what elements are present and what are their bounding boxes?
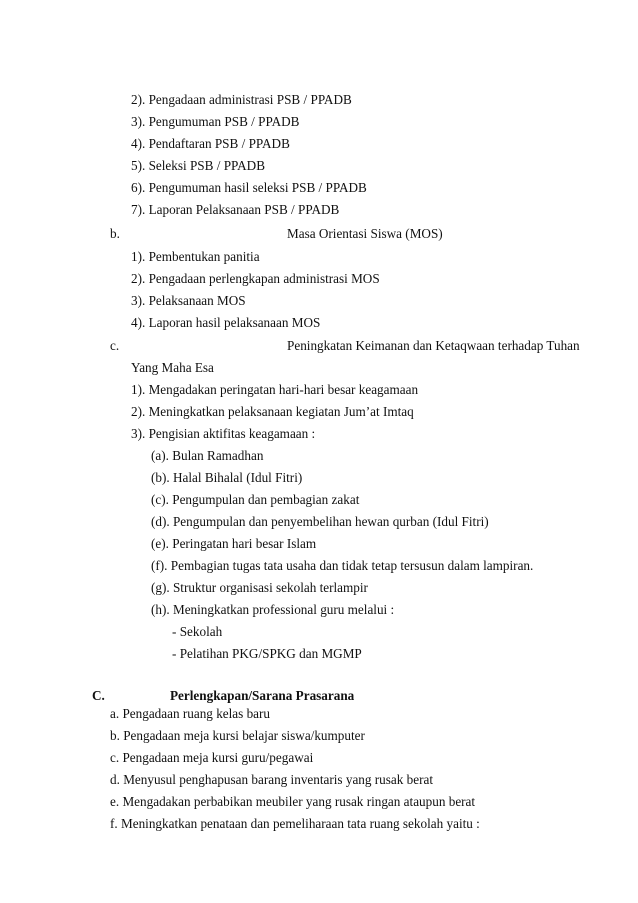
sub-list-item: (g). Struktur organisasi sekolah terlampir [151, 580, 368, 595]
list-item: 5). Seleksi PSB / PPADB [131, 158, 265, 173]
list-item: c. Pengadaan meja kursi guru/pegawai [110, 750, 314, 765]
list-item: 7). Laporan Pelaksanaan PSB / PPADB [131, 202, 340, 217]
list-item: 2). Pengadaan perlengkapan administrasi MOS [131, 271, 380, 286]
list-item: 1). Pembentukan panitia [131, 249, 260, 264]
list-item: 2). Pengadaan administrasi PSB / PPADB [131, 92, 352, 107]
section-heading: Peningkatan Keimanan dan Ketaqwaan terhadap Tuhan [287, 338, 580, 353]
list-item: b. Pengadaan meja kursi belajar siswa/kumputer [110, 728, 365, 743]
sub-list-item: (d). Pengumpulan dan penyembelihan hewan qurban (Idul Fitri) [151, 514, 489, 529]
sub-list-item: (h). Meningkatkan professional guru melalui : [151, 602, 395, 617]
list-item: 4). Laporan hasil pelaksanaan MOS [131, 315, 321, 330]
sub-list-item: (b). Halal Bihalal (Idul Fitri) [151, 470, 303, 485]
section-heading-continued: Yang Maha Esa [131, 360, 214, 375]
list-item: a. Pengadaan ruang kelas baru [110, 706, 271, 721]
section-heading: Masa Orientasi Siswa (MOS) [287, 226, 443, 241]
section-letter: c. [110, 338, 120, 353]
list-item: 1). Mengadakan peringatan hari-hari besar keagamaan [131, 382, 419, 397]
list-item: 3). Pengumuman PSB / PPADB [131, 114, 300, 129]
sub-list-item: (e). Peringatan hari besar Islam [151, 536, 317, 551]
sub-list-item: (c). Pengumpulan dan pembagian zakat [151, 492, 360, 507]
section-heading: Perlengkapan/Sarana Prasarana [170, 688, 355, 703]
list-item: 2). Meningkatkan pelaksanaan kegiatan Jum’at Imtaq [131, 404, 414, 419]
list-item: 6). Pengumuman hasil seleksi PSB / PPADB [131, 180, 367, 195]
section-letter: C. [92, 688, 105, 703]
sub-list-item: (a). Bulan Ramadhan [151, 448, 264, 463]
list-item: d. Menyusul penghapusan barang inventaris yang rusak berat [110, 772, 434, 787]
list-item: 3). Pengisian aktifitas keagamaan : [131, 426, 316, 441]
dash-list-item: - Sekolah [172, 624, 223, 639]
dash-list-item: - Pelatihan PKG/SPKG dan MGMP [172, 646, 362, 661]
list-item: 4). Pendaftaran PSB / PPADB [131, 136, 290, 151]
section-letter: b. [110, 226, 120, 241]
list-item: f. Meningkatkan penataan dan pemeliharaan tata ruang sekolah yaitu : [110, 816, 480, 831]
sub-list-item: (f). Pembagian tugas tata usaha dan tidak tetap tersusun dalam lampiran. [151, 558, 534, 573]
list-item: e. Mengadakan perbabikan meubiler yang rusak ringan ataupun berat [110, 794, 476, 809]
list-item: 3). Pelaksanaan MOS [131, 293, 246, 308]
